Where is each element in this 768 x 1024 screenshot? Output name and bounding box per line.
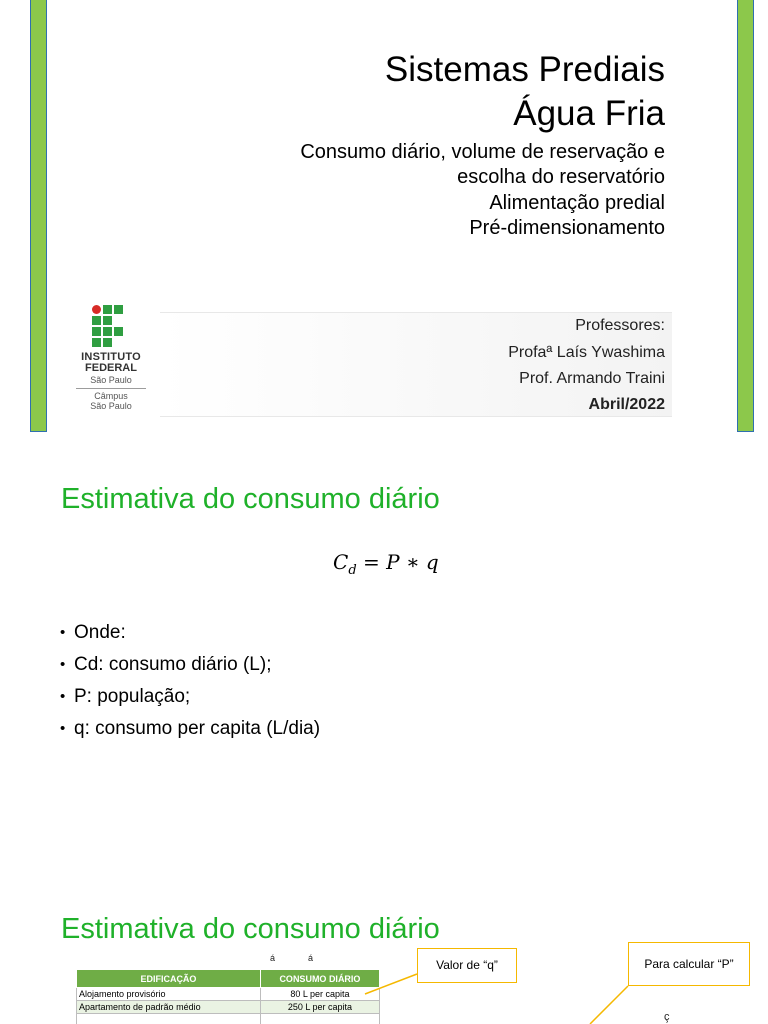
- title-slide: [0, 0, 768, 432]
- table-cell-building: Apartamento de padrão médio: [77, 1001, 261, 1014]
- list-item: • Cd: consumo diário (L);: [60, 649, 320, 681]
- if-logo-icon: [70, 302, 152, 424]
- title-line-2: Água Fria: [513, 94, 665, 133]
- table-row: [77, 1001, 380, 1014]
- stray-accent-mark: á: [308, 953, 314, 963]
- column-header-consumption: CONSUMO DIÁRIO: [260, 970, 379, 988]
- presentation-date: Abril/2022: [588, 396, 665, 413]
- logo-divider: [76, 388, 146, 389]
- table-row: [77, 988, 380, 1001]
- logo-text-instituto: INSTITUTO: [81, 351, 141, 363]
- formula-equals: =: [363, 550, 380, 574]
- professors-label: Professores:: [575, 317, 665, 334]
- formula-multiply: ∗: [405, 550, 420, 574]
- right-accent-bar: [737, 0, 754, 432]
- logo-text-sao-paulo: São Paulo: [90, 375, 132, 385]
- slide-heading: Estimativa do consumo diário: [61, 913, 440, 945]
- subtitle-line-3: Alimentação predial: [489, 192, 665, 214]
- table-cell-building: Alojamento provisório: [77, 988, 261, 1001]
- callout-p-pointer: [590, 986, 628, 1024]
- stray-accent-mark: á: [270, 953, 276, 963]
- logo-text-campus: Câmpus: [94, 391, 128, 401]
- consumption-table: [76, 969, 380, 1024]
- list-item: • P: população;: [60, 681, 320, 713]
- logo-text-federal: FEDERAL: [85, 362, 137, 374]
- list-item: • Onde:: [60, 617, 320, 649]
- professor-1: Profaª Laís Ywashima: [508, 344, 665, 361]
- table-row: [77, 1014, 380, 1024]
- column-header-building: EDIFICAÇÃO: [77, 970, 261, 988]
- list-item: • q: consumo per capita (L/dia): [60, 713, 320, 745]
- formula-lhs-subscript: d: [348, 563, 357, 578]
- subtitle-line-1: Consumo diário, volume de reservação e: [300, 141, 665, 163]
- definition-list: [60, 617, 320, 745]
- formula-lhs: C: [333, 550, 349, 574]
- table-cell-building: [77, 1014, 261, 1024]
- table-header-row: [77, 970, 380, 988]
- title-line-1: Sistemas Prediais: [384, 50, 665, 89]
- if-logo-grid: [92, 305, 126, 351]
- subtitle-line-4: Pré-dimensionamento: [469, 217, 665, 239]
- formula-slide: [0, 442, 768, 874]
- callout-q-value: Valor de “q”: [417, 948, 517, 983]
- logo-text-campus-city: São Paulo: [90, 401, 132, 411]
- left-accent-bar: [30, 0, 47, 432]
- daily-consumption-formula: [333, 549, 439, 584]
- table-cell-consumption: 250 L per capita: [260, 1001, 379, 1014]
- subtitle-line-2: escolha do reservatório: [457, 166, 665, 188]
- table-cell-consumption: [260, 1014, 379, 1024]
- table-cell-consumption: 80 L per capita: [260, 988, 379, 1001]
- stray-cedilla-mark: ç: [664, 1011, 670, 1023]
- formula-population: P: [386, 550, 400, 574]
- formula-per-capita: q: [425, 550, 439, 574]
- slide-heading: Estimativa do consumo diário: [61, 483, 440, 515]
- professors-box: [160, 312, 672, 417]
- professor-2: Prof. Armando Traini: [519, 370, 665, 387]
- consumption-table-slide: [0, 884, 768, 1024]
- callout-p-value: Para calcular “P”: [628, 942, 750, 986]
